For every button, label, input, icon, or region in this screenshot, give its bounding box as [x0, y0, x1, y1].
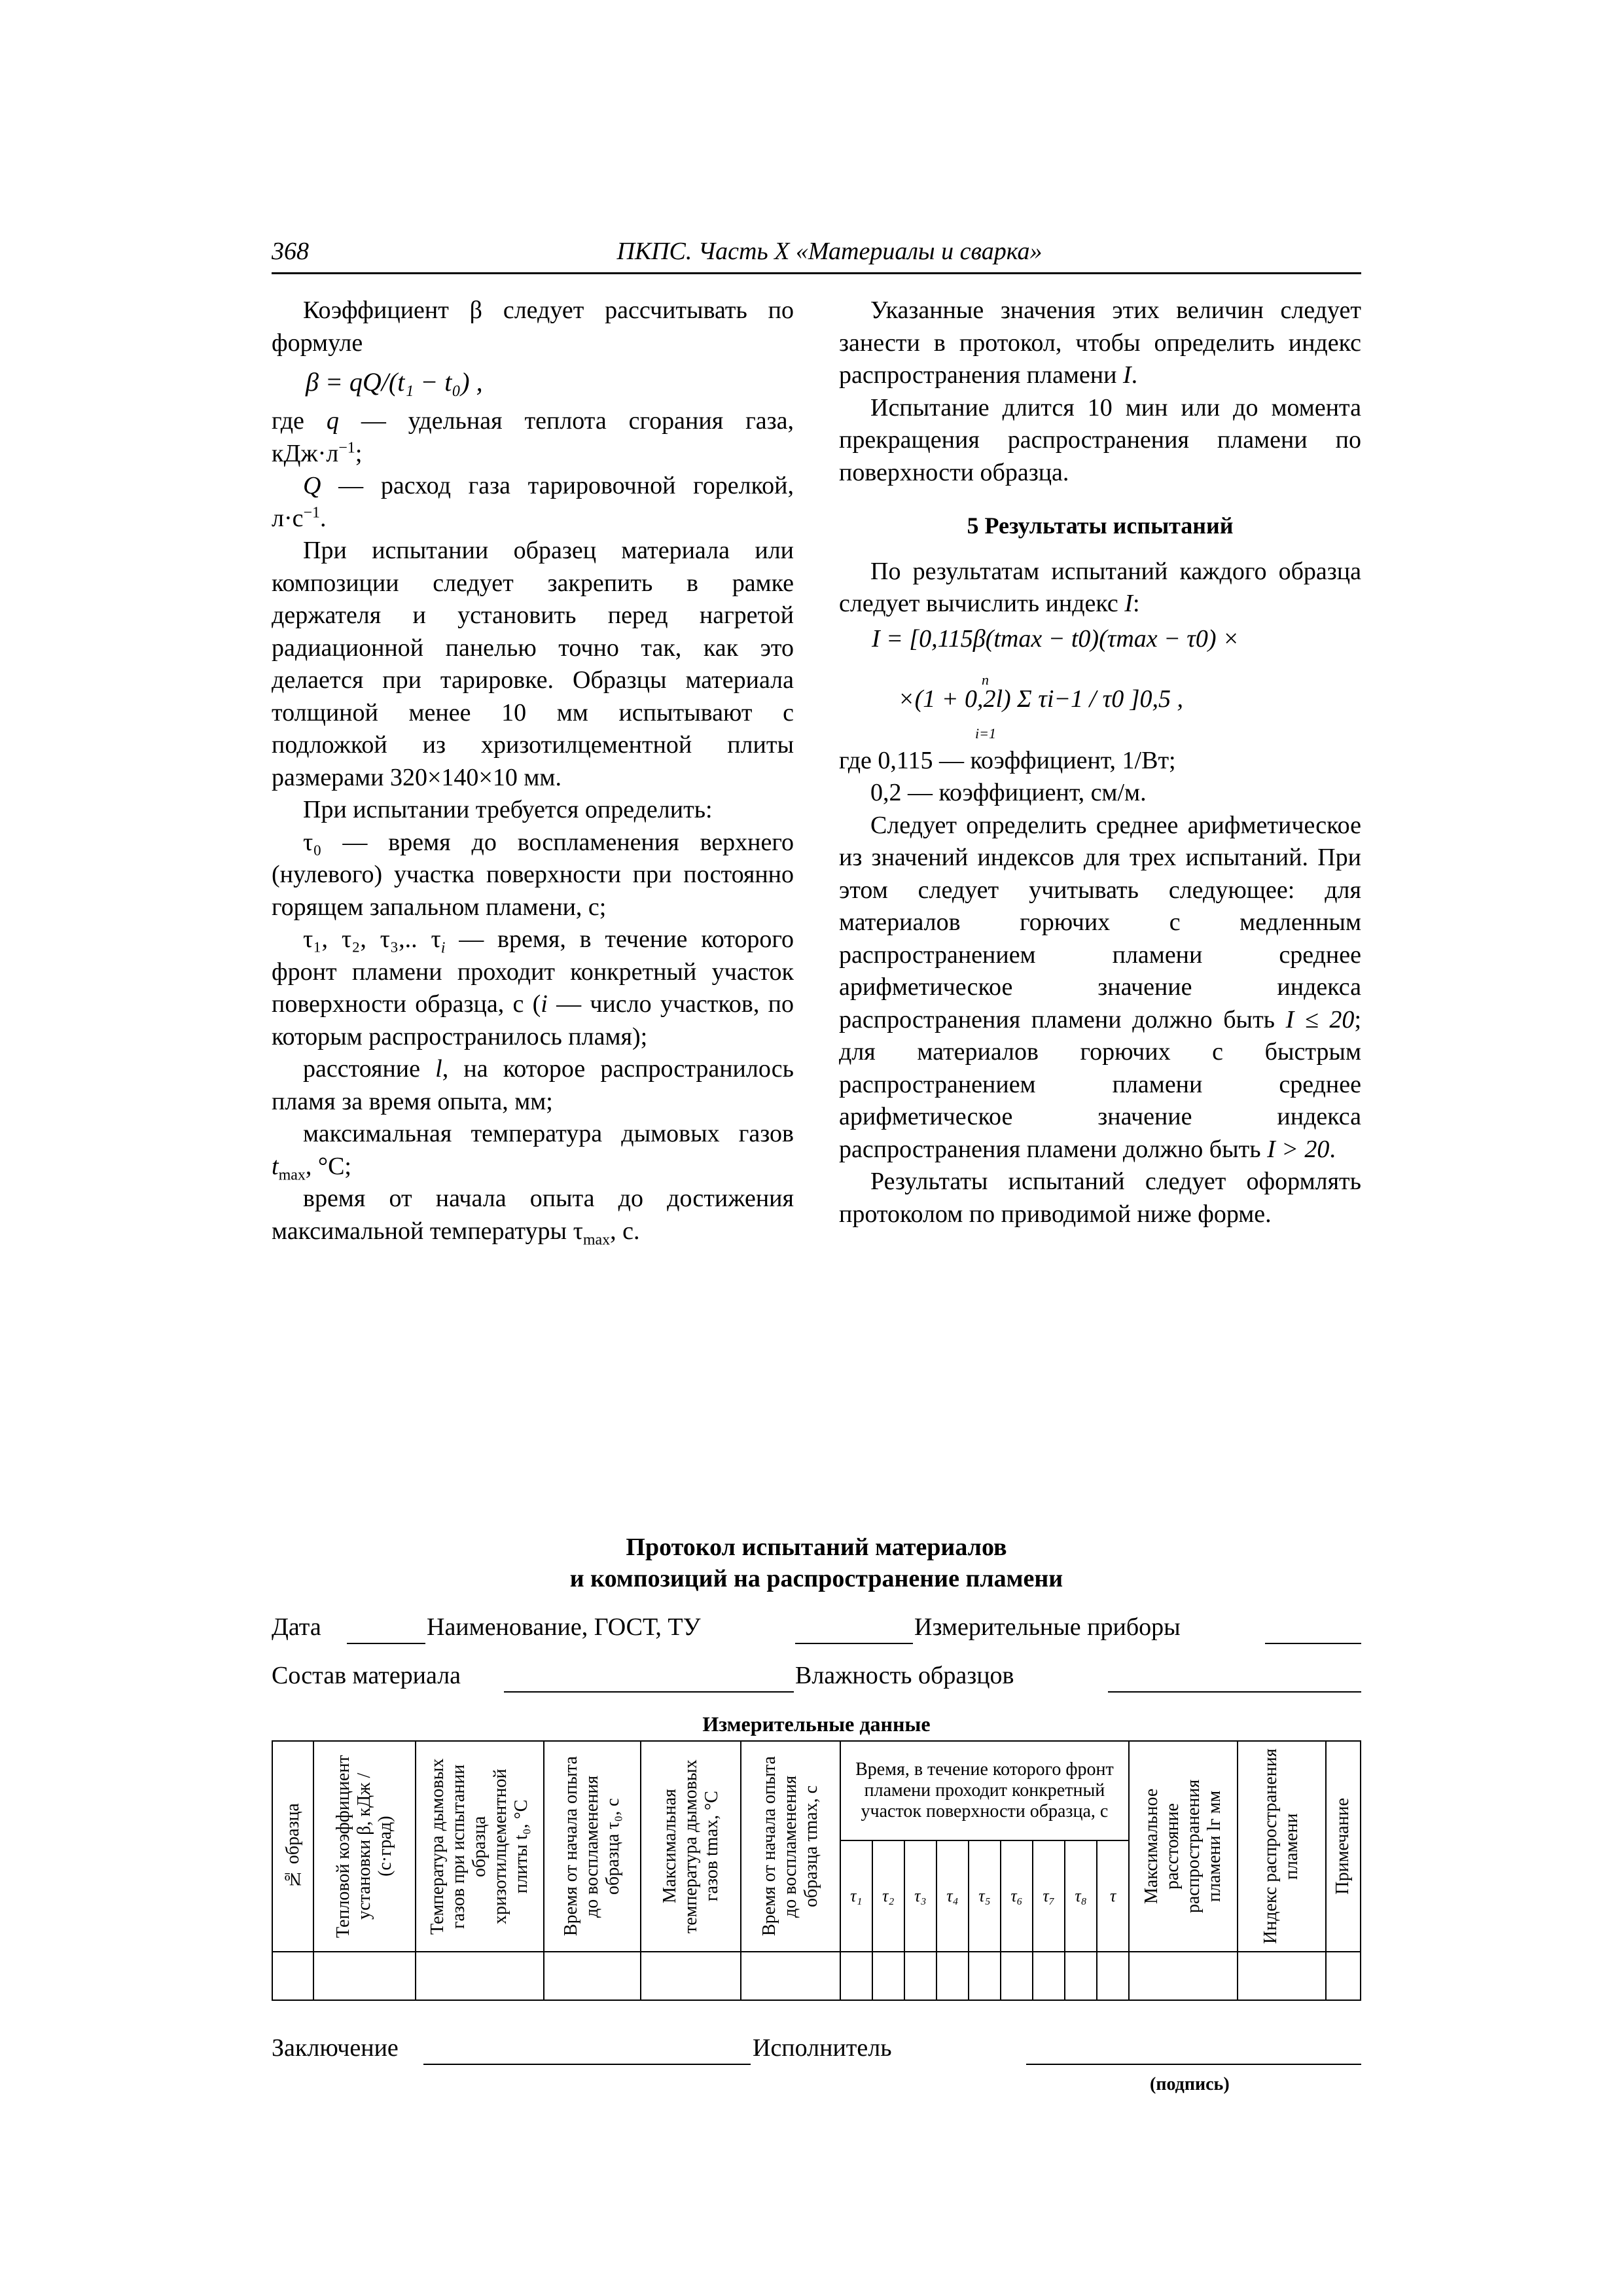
col-header-max-distance: Максимальное расстояние распространения пламени lг мм — [1129, 1741, 1238, 1952]
table-cell[interactable] — [1033, 1952, 1065, 2000]
field-label-name: Наименование, ГОСТ, ТУ — [427, 1613, 701, 1641]
col-header-heat-coef: Тепловой коэффициент установки β, кДж / (с·град) — [313, 1741, 415, 1952]
tau-header: τ₂ — [872, 1840, 904, 1952]
formula-sum-lower: i=1 — [975, 725, 996, 742]
table-cell[interactable] — [416, 1952, 544, 2000]
paragraph: τ₁, τ₂, τ₃,.. $\tau_i$ — время, в течение которого фронт пламени проходит конкретный участок поверхности образца, с (i — число участков, по которым распространилось пламя); — [272, 925, 794, 1050]
col-header-max-temp: Максимальная температура дымовых газов tmax, °С — [641, 1741, 741, 1952]
protocol-fields — [272, 1613, 1361, 1711]
paragraph: где 0,115 — коэффициент, 1/Вт; — [839, 746, 1176, 774]
tau-header: τ₇ — [1033, 1840, 1065, 1952]
table-cell[interactable] — [1326, 1952, 1361, 2000]
page — [272, 236, 1361, 2094]
paragraph: Следует определить среднее арифметическое из значений индексов для трех испытаний. При этом следует учитывать следующее: для материалов горючих с медленным распространением пламени среднее арифметическое значение индекса распространения пламени должно быть I ≤ 20; для материалов горючих с быстрым распространением пламени среднее арифметическое значение индекса распространения пламени должно быть I > 20. — [839, 811, 1361, 1163]
field-label-composition: Состав материала — [272, 1662, 461, 1689]
table-cell[interactable] — [641, 1952, 741, 2000]
humidity-field[interactable] — [1108, 1691, 1361, 1693]
table-cell[interactable] — [544, 1952, 641, 2000]
table-cell[interactable] — [741, 1952, 840, 2000]
running-title: ПКПС. Часть X «Материалы и сварка» — [616, 238, 1043, 265]
field-label-date: Дата — [272, 1613, 321, 1641]
left-column — [272, 295, 794, 1247]
measured-data-title: Измерительные данные — [702, 1712, 931, 1736]
table-cell[interactable] — [872, 1952, 904, 2000]
paragraph: 0,2 — коэффициент, см/м. — [870, 779, 1147, 806]
conclusion-block — [272, 2034, 1361, 2112]
table-cell[interactable] — [1001, 1952, 1033, 2000]
paragraph: Q — расход газа тарировочной горелкой, $л\cdot с^{-1}$. — [272, 472, 794, 532]
paragraph: Указанные значения этих величин следует занести в протокол, чтобы определить индекс распространения пламени I. — [839, 296, 1361, 389]
conclusion-field[interactable] — [423, 2064, 751, 2065]
page-header — [272, 236, 1361, 274]
table-cell[interactable] — [1065, 1952, 1097, 2000]
table-cell[interactable] — [936, 1952, 969, 2000]
page-number: 368 — [272, 238, 309, 265]
tau-header: τ — [1097, 1840, 1129, 1952]
formula-index — [839, 620, 1361, 745]
tau-header: τ₄ — [936, 1840, 969, 1952]
protocol-form — [272, 1532, 1361, 2112]
table-row — [272, 1952, 1361, 2000]
table-cell[interactable] — [904, 1952, 936, 2000]
col-header-gas-temp: Температура дымовых газов при испытании образца хризотилцементной плиты t₀, °С — [416, 1741, 544, 1952]
table-cell[interactable] — [1238, 1952, 1326, 2000]
date-field[interactable] — [347, 1643, 425, 1644]
table-cell[interactable] — [313, 1952, 415, 2000]
paragraph: максимальная температура дымовых газов $t_{max}$, °C; — [272, 1120, 794, 1184]
col-header-flame-front-time: Время, в течение которого фронт пламени проходит конкретный участок поверхности образца, с — [840, 1741, 1129, 1840]
signature-caption: (подпись) — [1150, 2074, 1230, 2094]
tau-header: τ₃ — [904, 1840, 936, 1952]
field-label-humidity: Влажность образцов — [795, 1662, 1014, 1689]
paragraph: При испытании образец материала или композиции следует закрепить в рамке держателя и установить перед нагретой радиационной панелью точно так, как это делается при тарировке. Образцы материала толщиной менее 10 мм испытывают с подложкой из хризотилцементной плиты размерами 320×140×10 мм. — [272, 537, 794, 791]
col-header-spread-index: Индекс распространения пламени — [1238, 1741, 1326, 1952]
section-heading: 5 Результаты испытаний — [967, 512, 1234, 539]
paragraph: время от начала опыта до достижения максимальной температуры $\tau_{max}$, с. — [272, 1185, 794, 1249]
paragraph: где q — удельная теплота сгорания газа, $кДж\cdot л^{-1}$; — [272, 407, 794, 467]
paragraph: При испытании требуется определить: — [303, 796, 713, 823]
tau-header: τ₈ — [1065, 1840, 1097, 1952]
col-header-time-max: Время от начала опыта до воспламенения образца τmax, с — [741, 1741, 840, 1952]
tau-header: τ₅ — [969, 1840, 1001, 1952]
paragraph: Испытание длится 10 мин или до момента прекращения распространения пламени по поверхности образца. — [839, 393, 1361, 486]
paragraph: Коэффициент β следует рассчитывать по формуле — [272, 296, 794, 357]
table-cell[interactable] — [1129, 1952, 1238, 2000]
executor-field[interactable] — [1026, 2064, 1361, 2065]
col-header-ignition-time: Время от начала опыта до воспламенения образца τ₀, с — [544, 1741, 641, 1952]
paragraph: Результаты испытаний следует оформлять протоколом по приводимой ниже форме. — [839, 1168, 1361, 1228]
formula-line-1: I = [0,115β(tmax − t0)(τmax − τ0) × — [872, 624, 1240, 653]
right-column — [839, 295, 1361, 1230]
measurement-table — [272, 1740, 1361, 2001]
table-cell[interactable] — [969, 1952, 1001, 2000]
composition-field[interactable] — [504, 1691, 794, 1693]
paragraph: τ₀ — время до воспламенения верхнего (нулевого) участка поверхности при постоянно горящем запальном пламени, с; — [272, 828, 794, 921]
field-label-devices: Измерительные приборы — [914, 1613, 1181, 1641]
protocol-title: Протокол испытаний материалов и композиций на распространение пламени — [569, 1534, 1063, 1592]
devices-field[interactable] — [1265, 1643, 1361, 1644]
formula-line-2: ×(1 + 0,2l) Σ τi−1 / τ0 ]0,5 , — [898, 685, 1183, 713]
paragraph: По результатам испытаний каждого образца следует вычислить индекс I: — [839, 557, 1361, 617]
formula-beta: β = qQ/(t₁ − t₀) , — [306, 367, 483, 397]
tau-header: τ₆ — [1001, 1840, 1033, 1952]
col-header-note: Примечание — [1326, 1741, 1361, 1952]
table-cell[interactable] — [1097, 1952, 1129, 2000]
table-cell[interactable] — [840, 1952, 872, 2000]
name-field[interactable] — [795, 1643, 913, 1644]
executor-label: Исполнитель — [753, 2034, 892, 2062]
table-cell[interactable] — [272, 1952, 313, 2000]
tau-header: τ₁ — [840, 1840, 872, 1952]
paragraph: расстояние l, на которое распространилось пламя за время опыта, мм; — [272, 1055, 794, 1115]
col-header-sample: № образца — [272, 1741, 313, 1952]
conclusion-label: Заключение — [272, 2034, 399, 2062]
formula-sum-upper: n — [982, 671, 989, 688]
